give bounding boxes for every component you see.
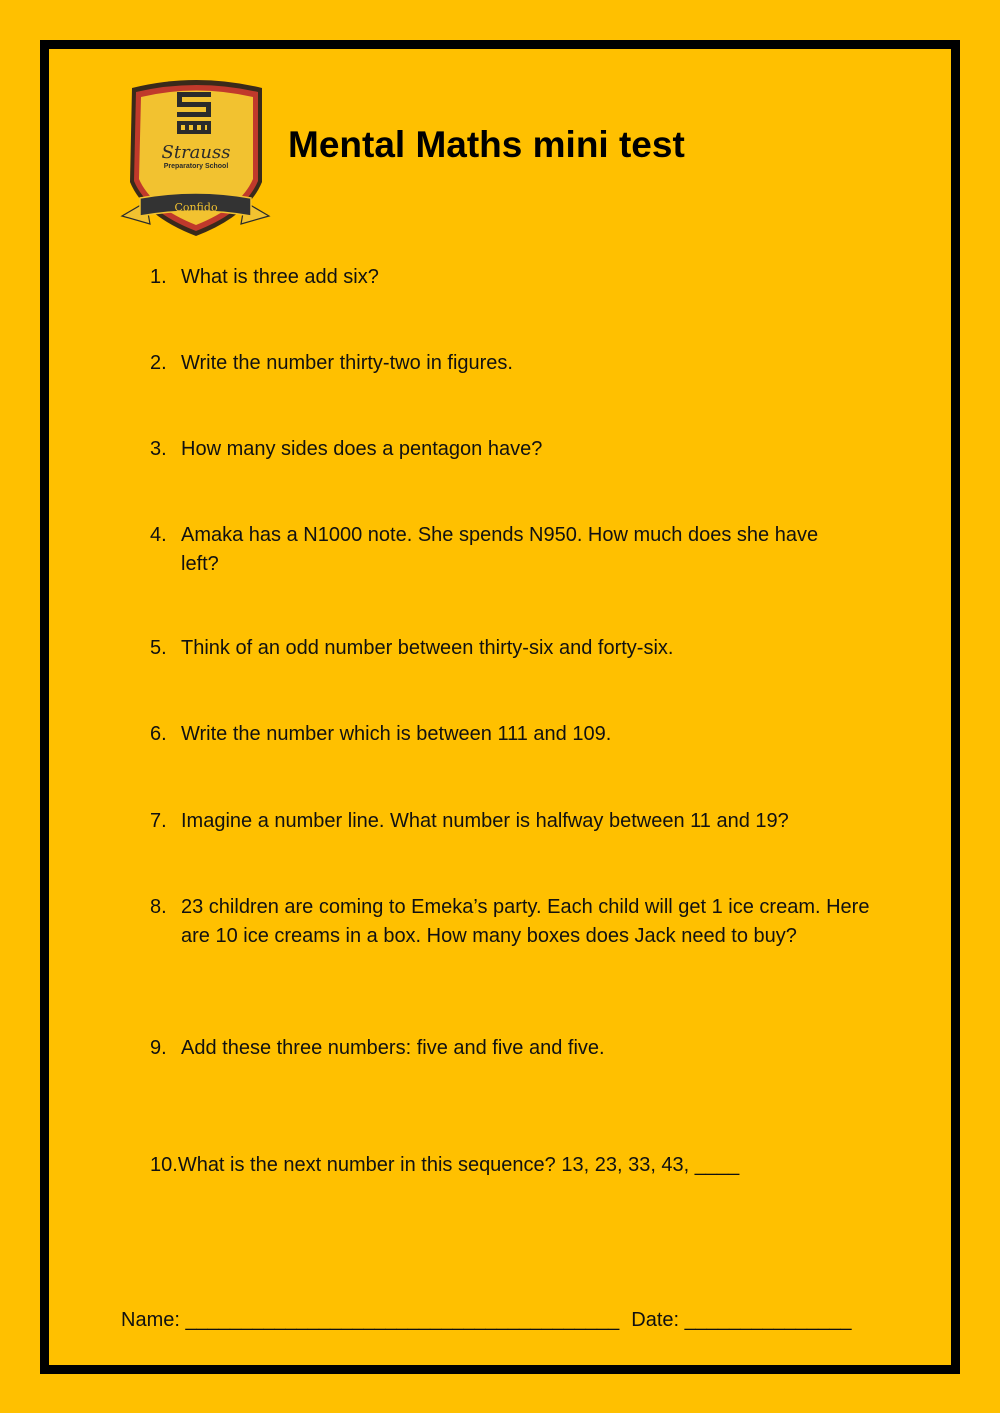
question-number: 8. (150, 896, 167, 918)
question-text: What is three add six? (181, 266, 379, 288)
date-field[interactable]: Date: _______________ (631, 1309, 852, 1331)
question-text: Write the number thirty-two in figures. (181, 352, 513, 374)
question-item (150, 435, 880, 464)
question-item (150, 521, 880, 579)
question-item (150, 893, 880, 951)
question-item (150, 1034, 880, 1063)
question-number: 1. (150, 266, 167, 288)
question-text: How many sides does a pentagon have? (181, 438, 543, 460)
question-number: 5. (150, 637, 167, 659)
question-text: Amaka has a N1000 note. She spends N950. How much does she have left? (181, 524, 819, 575)
question-number: 3. (150, 438, 167, 460)
question-number: 7. (150, 810, 167, 832)
question-item (150, 1151, 880, 1180)
question-item (150, 263, 880, 292)
question-number: 9. (150, 1037, 167, 1059)
page-title: Mental Maths mini test (288, 124, 685, 165)
question-number: 6. (150, 723, 167, 745)
question-text: 23 children are coming to Emeka’s party. Each child will get 1 ice cream. Here are 10 ice creams in a box. How many boxes does Jack need to buy? (181, 896, 870, 947)
name-field[interactable]: Name: _______________________________________ (121, 1309, 620, 1331)
question-text: Think of an odd number between thirty-six and forty-six. (181, 637, 674, 659)
question-text: Write the number which is between 111 and 109. (181, 723, 612, 745)
question-text: What is the next number in this sequence? 13, 23, 33, 43, ____ (177, 1154, 740, 1176)
question-number: 2. (150, 352, 167, 374)
question-item (150, 720, 880, 749)
school-crest-logo (118, 78, 273, 240)
question-number: 4. (150, 524, 167, 546)
question-text: Add these three numbers: five and five and five. (181, 1037, 605, 1059)
crest-motto: Confido (174, 201, 218, 214)
question-number: 10. (150, 1154, 178, 1176)
question-text: Imagine a number line. What number is halfway between 11 and 19? (181, 810, 789, 832)
question-item (150, 807, 880, 836)
footer-fields (121, 1306, 851, 1335)
question-item (150, 634, 880, 663)
crest-school-name: Strauss (161, 142, 231, 163)
question-item (150, 349, 880, 378)
crest-school-subtitle: Preparatory School (163, 163, 229, 170)
